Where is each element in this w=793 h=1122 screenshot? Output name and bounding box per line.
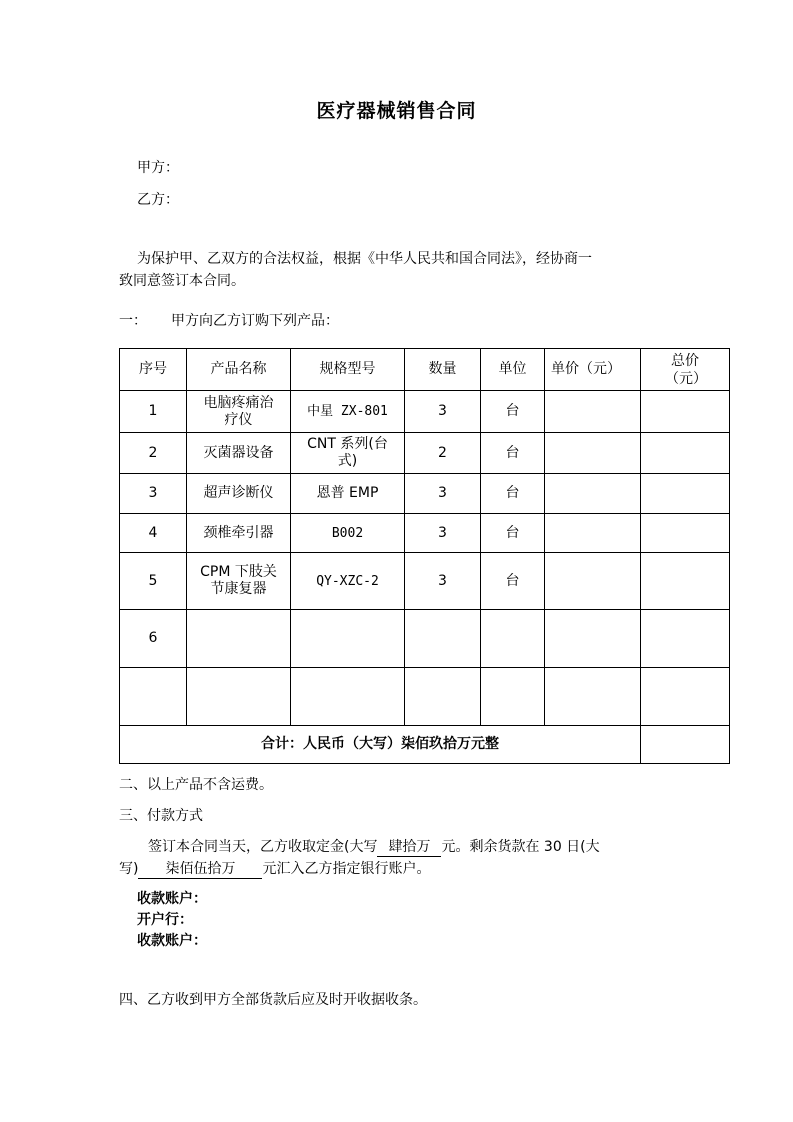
unit-price-cell [545, 668, 641, 726]
unit-price-cell [545, 433, 641, 474]
unit-cell: 台 [481, 391, 545, 433]
model-cell: 恩普 EMP [291, 474, 405, 514]
product-name-cell: 超声诊断仪 [187, 474, 291, 514]
unit-cell: 台 [481, 474, 545, 514]
party-b-label: 乙方： [137, 192, 179, 208]
section-1-heading: 甲方向乙方订购下列产品： [171, 313, 339, 329]
model-cell: 中星 ZX-801 [291, 391, 405, 433]
section-1-number: 一： [119, 313, 147, 329]
total-price-cell [641, 474, 730, 514]
payment-text-3: 写) [119, 861, 139, 877]
account-name-label: 收款账户： [137, 891, 207, 907]
quantity-cell: 3 [405, 553, 481, 610]
model-cell: B002 [291, 514, 405, 553]
product-name-cell: 电脑疼痛治疗仪 [187, 391, 291, 433]
total-amount-value [641, 726, 730, 764]
table-header-row [120, 349, 730, 391]
total-price-cell [641, 553, 730, 610]
header-cell: 单位 [481, 349, 545, 391]
document-title: 医疗器械销售合同 [316, 100, 477, 122]
section-4-text: 四、乙方收到甲方全部货款后应及时开收据收条。 [119, 992, 427, 1008]
product-table [119, 348, 730, 764]
product-name-cell: CPM 下肢关节康复器 [187, 553, 291, 610]
payment-line-2 [119, 859, 430, 879]
product-name-cell [187, 668, 291, 726]
row-number-cell [120, 668, 187, 726]
table-row [120, 610, 730, 668]
table-total-row [120, 726, 730, 764]
intro-line-2: 致同意签订本合同。 [119, 273, 245, 289]
unit-cell: 台 [481, 433, 545, 474]
header-cell: 序号 [120, 349, 187, 391]
model-cell [291, 610, 405, 668]
payment-line-1 [148, 837, 600, 857]
total-price-cell [641, 433, 730, 474]
section-3-heading: 三、付款方式 [119, 808, 203, 824]
row-number-cell: 2 [120, 433, 187, 474]
table-row [120, 668, 730, 726]
total-price-cell [641, 610, 730, 668]
table-row [120, 433, 730, 474]
quantity-cell: 3 [405, 474, 481, 514]
quantity-cell [405, 668, 481, 726]
header-cell: 产品名称 [187, 349, 291, 391]
account-number-label: 收款账户： [137, 933, 207, 949]
unit-cell [481, 610, 545, 668]
payment-text-1: 签订本合同当天，乙方收取定金(大写 [148, 839, 378, 855]
section-2-text: 二、以上产品不含运费。 [119, 777, 273, 793]
table-row [120, 474, 730, 514]
header-cell: 数量 [405, 349, 481, 391]
product-name-cell: 灭菌器设备 [187, 433, 291, 474]
quantity-cell: 2 [405, 433, 481, 474]
row-number-cell: 5 [120, 553, 187, 610]
intro-line-1: 为保护甲、乙双方的合法权益，根据《中华人民共和国合同法》，经协商一 [137, 251, 592, 267]
total-price-cell [641, 668, 730, 726]
model-cell: QY-XZC-2 [291, 553, 405, 610]
unit-price-cell [545, 391, 641, 433]
party-a-label: 甲方： [137, 160, 179, 176]
unit-price-cell [545, 514, 641, 553]
balance-amount: 柒佰伍拾万 [138, 860, 262, 879]
product-name-cell: 颈椎牵引器 [187, 514, 291, 553]
bank-label: 开户行： [137, 912, 193, 928]
row-number-cell: 3 [120, 474, 187, 514]
table-row [120, 391, 730, 433]
table-row [120, 553, 730, 610]
quantity-cell: 3 [405, 391, 481, 433]
model-cell [291, 668, 405, 726]
deposit-amount: 肆拾万 [377, 838, 441, 857]
total-price-cell [641, 391, 730, 433]
unit-cell: 台 [481, 553, 545, 610]
payment-text-2: 元。剩余货款在 30 日(大 [441, 839, 600, 855]
unit-price-cell [545, 610, 641, 668]
unit-price-cell [545, 553, 641, 610]
quantity-cell [405, 610, 481, 668]
payment-text-4: 元汇入乙方指定银行账户。 [262, 861, 431, 877]
table-row [120, 514, 730, 553]
row-number-cell: 6 [120, 610, 187, 668]
unit-cell [481, 668, 545, 726]
quantity-cell: 3 [405, 514, 481, 553]
total-amount-label: 合计：人民币（大写）柒佰玖拾万元整 [120, 726, 641, 764]
product-name-cell [187, 610, 291, 668]
row-number-cell: 1 [120, 391, 187, 433]
header-cell: 规格型号 [291, 349, 405, 391]
unit-price-cell [545, 474, 641, 514]
row-number-cell: 4 [120, 514, 187, 553]
header-cell: 总价（元） [641, 349, 730, 391]
unit-cell: 台 [481, 514, 545, 553]
header-cell: 单价（元） [545, 349, 641, 391]
total-price-cell [641, 514, 730, 553]
model-cell: CNT 系列(台式) [291, 433, 405, 474]
